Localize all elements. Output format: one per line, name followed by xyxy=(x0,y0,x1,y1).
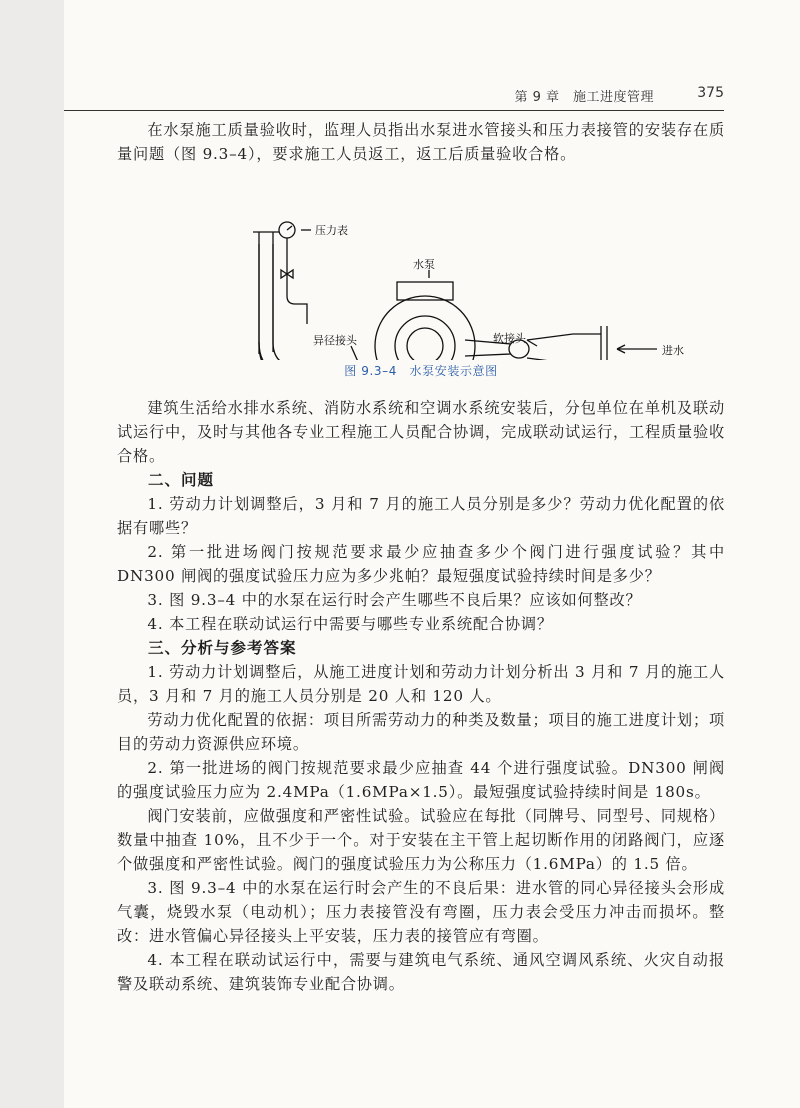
label-reducer: 异径接头 xyxy=(313,334,357,347)
question-4: 4. 本工程在联动试运行中需要与哪些专业系统配合协调？ xyxy=(147,615,553,633)
page-number: 375 xyxy=(697,85,724,101)
pump-diagram xyxy=(117,174,725,360)
label-pressure-gauge: 压力表 xyxy=(315,224,348,237)
answer-paragraph-4: 阀门安装前，应做强度和严密性试验。试验应在每批（同牌号、同型号、同规格）数量中抽查 10%，且不少于一个。对于安装在主干管上起切断作用的闭路阀门，应逐个做强度和严密性试验。阀门的强度试验压力为公称压力（1.6MPa）的 1.5 倍。 xyxy=(117,807,725,873)
pump-top-flange xyxy=(397,282,453,300)
answer-paragraph-2: 劳动力优化配置的依据：项目所需劳动力的种类及数量；项目的施工进度计划；项目的劳动力资源供应环境。 xyxy=(117,711,725,753)
answer-paragraph-3: 2. 第一批进场的阀门按规范要求最少应抽查 44 个进行强度试验。DN300 闸阀的强度试验压力应为 2.4MPa（1.6MPa×1.5）。最短强度试验持续时间是 180s。 xyxy=(117,759,725,801)
question-1: 1. 劳动力计划调整后，3 月和 7 月的施工人员分别是多少？劳动力优化配置的依据有哪些？ xyxy=(117,495,725,537)
intro-paragraph: 在水泵施工质量验收时，监理人员指出水泵进水管接头和压力表接管的安装存在质量问题（图 9.3–4），要求施工人员返工，返工后质量验收合格。 xyxy=(117,121,725,163)
label-soft-joint: 软接头 xyxy=(493,332,526,345)
pump-installation-figure xyxy=(117,174,725,386)
running-header xyxy=(64,82,724,111)
answers-heading: 三、分析与参考答案 xyxy=(148,639,297,657)
answer-paragraph-1: 1. 劳动力计划调整后，从施工进度计划和劳动力计划分析出 3 月和 7 月的施工人员，3 月和 7 月的施工人员分别是 20 人和 120 人。 xyxy=(117,663,725,705)
question-3: 3. 图 9.3–4 中的水泵在运行时会产生哪些不良后果？应该如何整改？ xyxy=(147,591,642,609)
body-paragraph: 建筑生活给水排水系统、消防水系统和空调水系统安装后，分包单位在单机及联动试运行中，及时与其他各专业工程施工人员配合协调，完成联动试运行，工程质量验收合格。 xyxy=(117,399,725,465)
answer-paragraph-5: 3. 图 9.3–4 中的水泵在运行时会产生的不良后果：进水管的同心异径接头会形成气囊，烧毁水泵（电动机）；压力表接管没有弯圈，压力表会受压力冲击而损坏。整改：进水管偏心异径接头上平安装，压力表的接管应有弯圈。 xyxy=(117,879,725,945)
questions-heading: 二、问题 xyxy=(148,471,215,489)
figure-caption: 图 9.3–4 水泵安装示意图 xyxy=(344,364,498,378)
label-inlet: 进水 xyxy=(662,344,684,357)
question-2: 2. 第一批进场阀门按规范要求最少应抽查多少个阀门进行强度试验？其中 DN300 闸阀的强度试验压力应为多少兆帕？最短强度试验持续时间是多少？ xyxy=(117,543,725,585)
page-content xyxy=(117,118,725,996)
label-pump: 水泵 xyxy=(413,258,435,271)
answer-paragraph-6: 4. 本工程在联动试运行中，需要与建筑电气系统、通风空调风系统、火灾自动报警及联动系统、建筑装饰专业配合协调。 xyxy=(117,951,725,993)
chapter-title: 第 9 章 施工进度管理 xyxy=(514,90,654,105)
